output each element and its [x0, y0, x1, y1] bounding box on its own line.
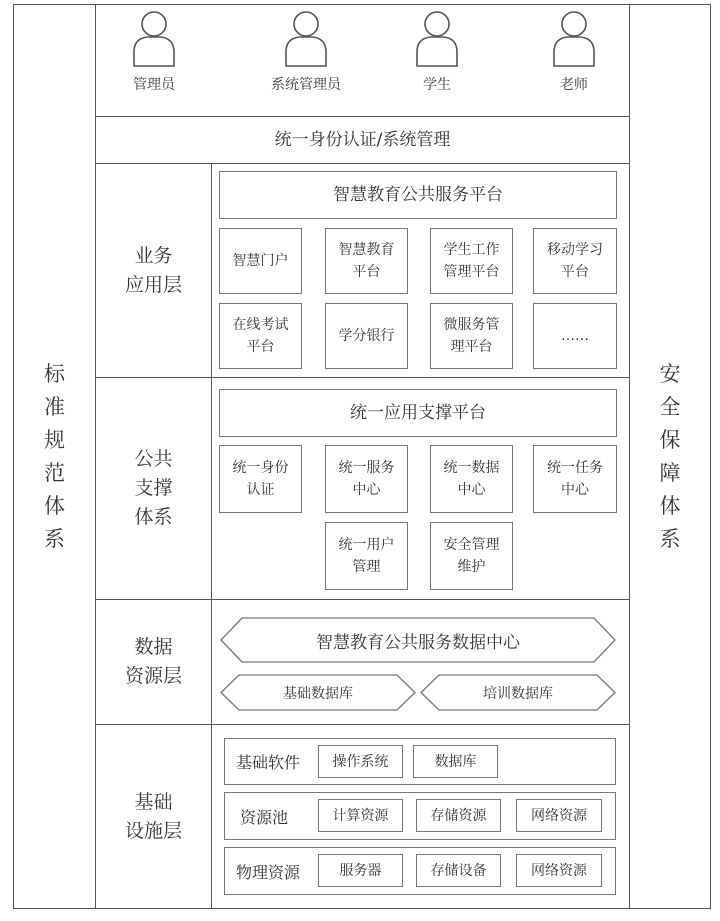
data-center-label: 智慧教育公共服务数据中心 — [316, 632, 520, 653]
module-microservice: 微服务管 理平台 — [430, 303, 513, 369]
infra-item-network: 网络资源 — [516, 799, 602, 832]
user-icon — [130, 8, 178, 68]
module-student-affairs: 学生工作 管理平台 — [430, 228, 513, 294]
support-layer-title: 公共 支撑 体系 — [134, 448, 173, 528]
infra-item-database: 数据库 — [413, 745, 498, 778]
user-system-admin — [266, 8, 346, 94]
module-unified-user: 统一用户 管理 — [325, 522, 408, 590]
business-layer-title: 业务 应用层 — [124, 244, 182, 296]
infra-item-storage: 存储资源 — [416, 799, 501, 832]
module-smart-portal: 智慧门户 — [219, 228, 302, 294]
module-security-management: 安全管理 维护 — [430, 522, 513, 590]
right-pillar-title: 安 全 保 障 体 系 — [659, 361, 681, 551]
infra-item-network-physical: 网络资源 — [516, 854, 602, 887]
database-basic-label: 基础数据库 — [283, 685, 353, 702]
module-unified-task: 统一任务 中心 — [533, 445, 617, 513]
module-credit-bank: 学分银行 — [325, 303, 408, 369]
user-label: 学生 — [423, 77, 451, 93]
module-online-exam: 在线考试 平台 — [219, 303, 302, 369]
user-admin — [114, 8, 194, 94]
layer-title-divider — [211, 163, 212, 909]
infra-row-label: 物理资源 — [236, 862, 301, 882]
infra-item-server: 服务器 — [318, 854, 403, 887]
user-icon — [550, 8, 598, 68]
support-platform: 统一应用支撑平台 — [219, 389, 617, 437]
infra-item-compute: 计算资源 — [318, 799, 403, 832]
database-training — [420, 674, 616, 711]
database-basic — [220, 674, 416, 711]
left-pillar-title: 标 准 规 范 体 系 — [44, 361, 65, 551]
database-training-label: 培训数据库 — [483, 685, 553, 702]
user-student — [397, 8, 477, 94]
infra-item-os: 操作系统 — [318, 745, 403, 778]
user-label: 老师 — [560, 77, 588, 93]
infra-item-storage-device: 存储设备 — [416, 854, 501, 887]
module-unified-data: 统一数据 中心 — [430, 445, 513, 513]
auth-bar: 统一身份认证/系统管理 — [274, 129, 451, 150]
user-label: 管理员 — [133, 77, 175, 93]
user-teacher — [534, 8, 614, 94]
infra-row-label: 基础软件 — [236, 753, 301, 772]
infra-layer-title: 基础 设施层 — [124, 791, 182, 842]
data-layer-title: 数据 资源层 — [124, 636, 182, 687]
module-unified-service: 统一服务 中心 — [325, 445, 408, 513]
module-more: …… — [533, 303, 617, 369]
infra-row-label: 资源池 — [240, 807, 289, 827]
module-mobile-learning: 移动学习 平台 — [533, 228, 617, 294]
user-icon — [282, 8, 330, 68]
module-unified-identity: 统一身份 认证 — [219, 445, 302, 513]
data-center — [220, 617, 616, 663]
user-icon — [413, 8, 461, 68]
module-smart-education: 智慧教育 平台 — [325, 228, 408, 294]
user-label: 系统管理员 — [271, 77, 341, 93]
business-platform: 智慧教育公共服务平台 — [219, 171, 617, 219]
